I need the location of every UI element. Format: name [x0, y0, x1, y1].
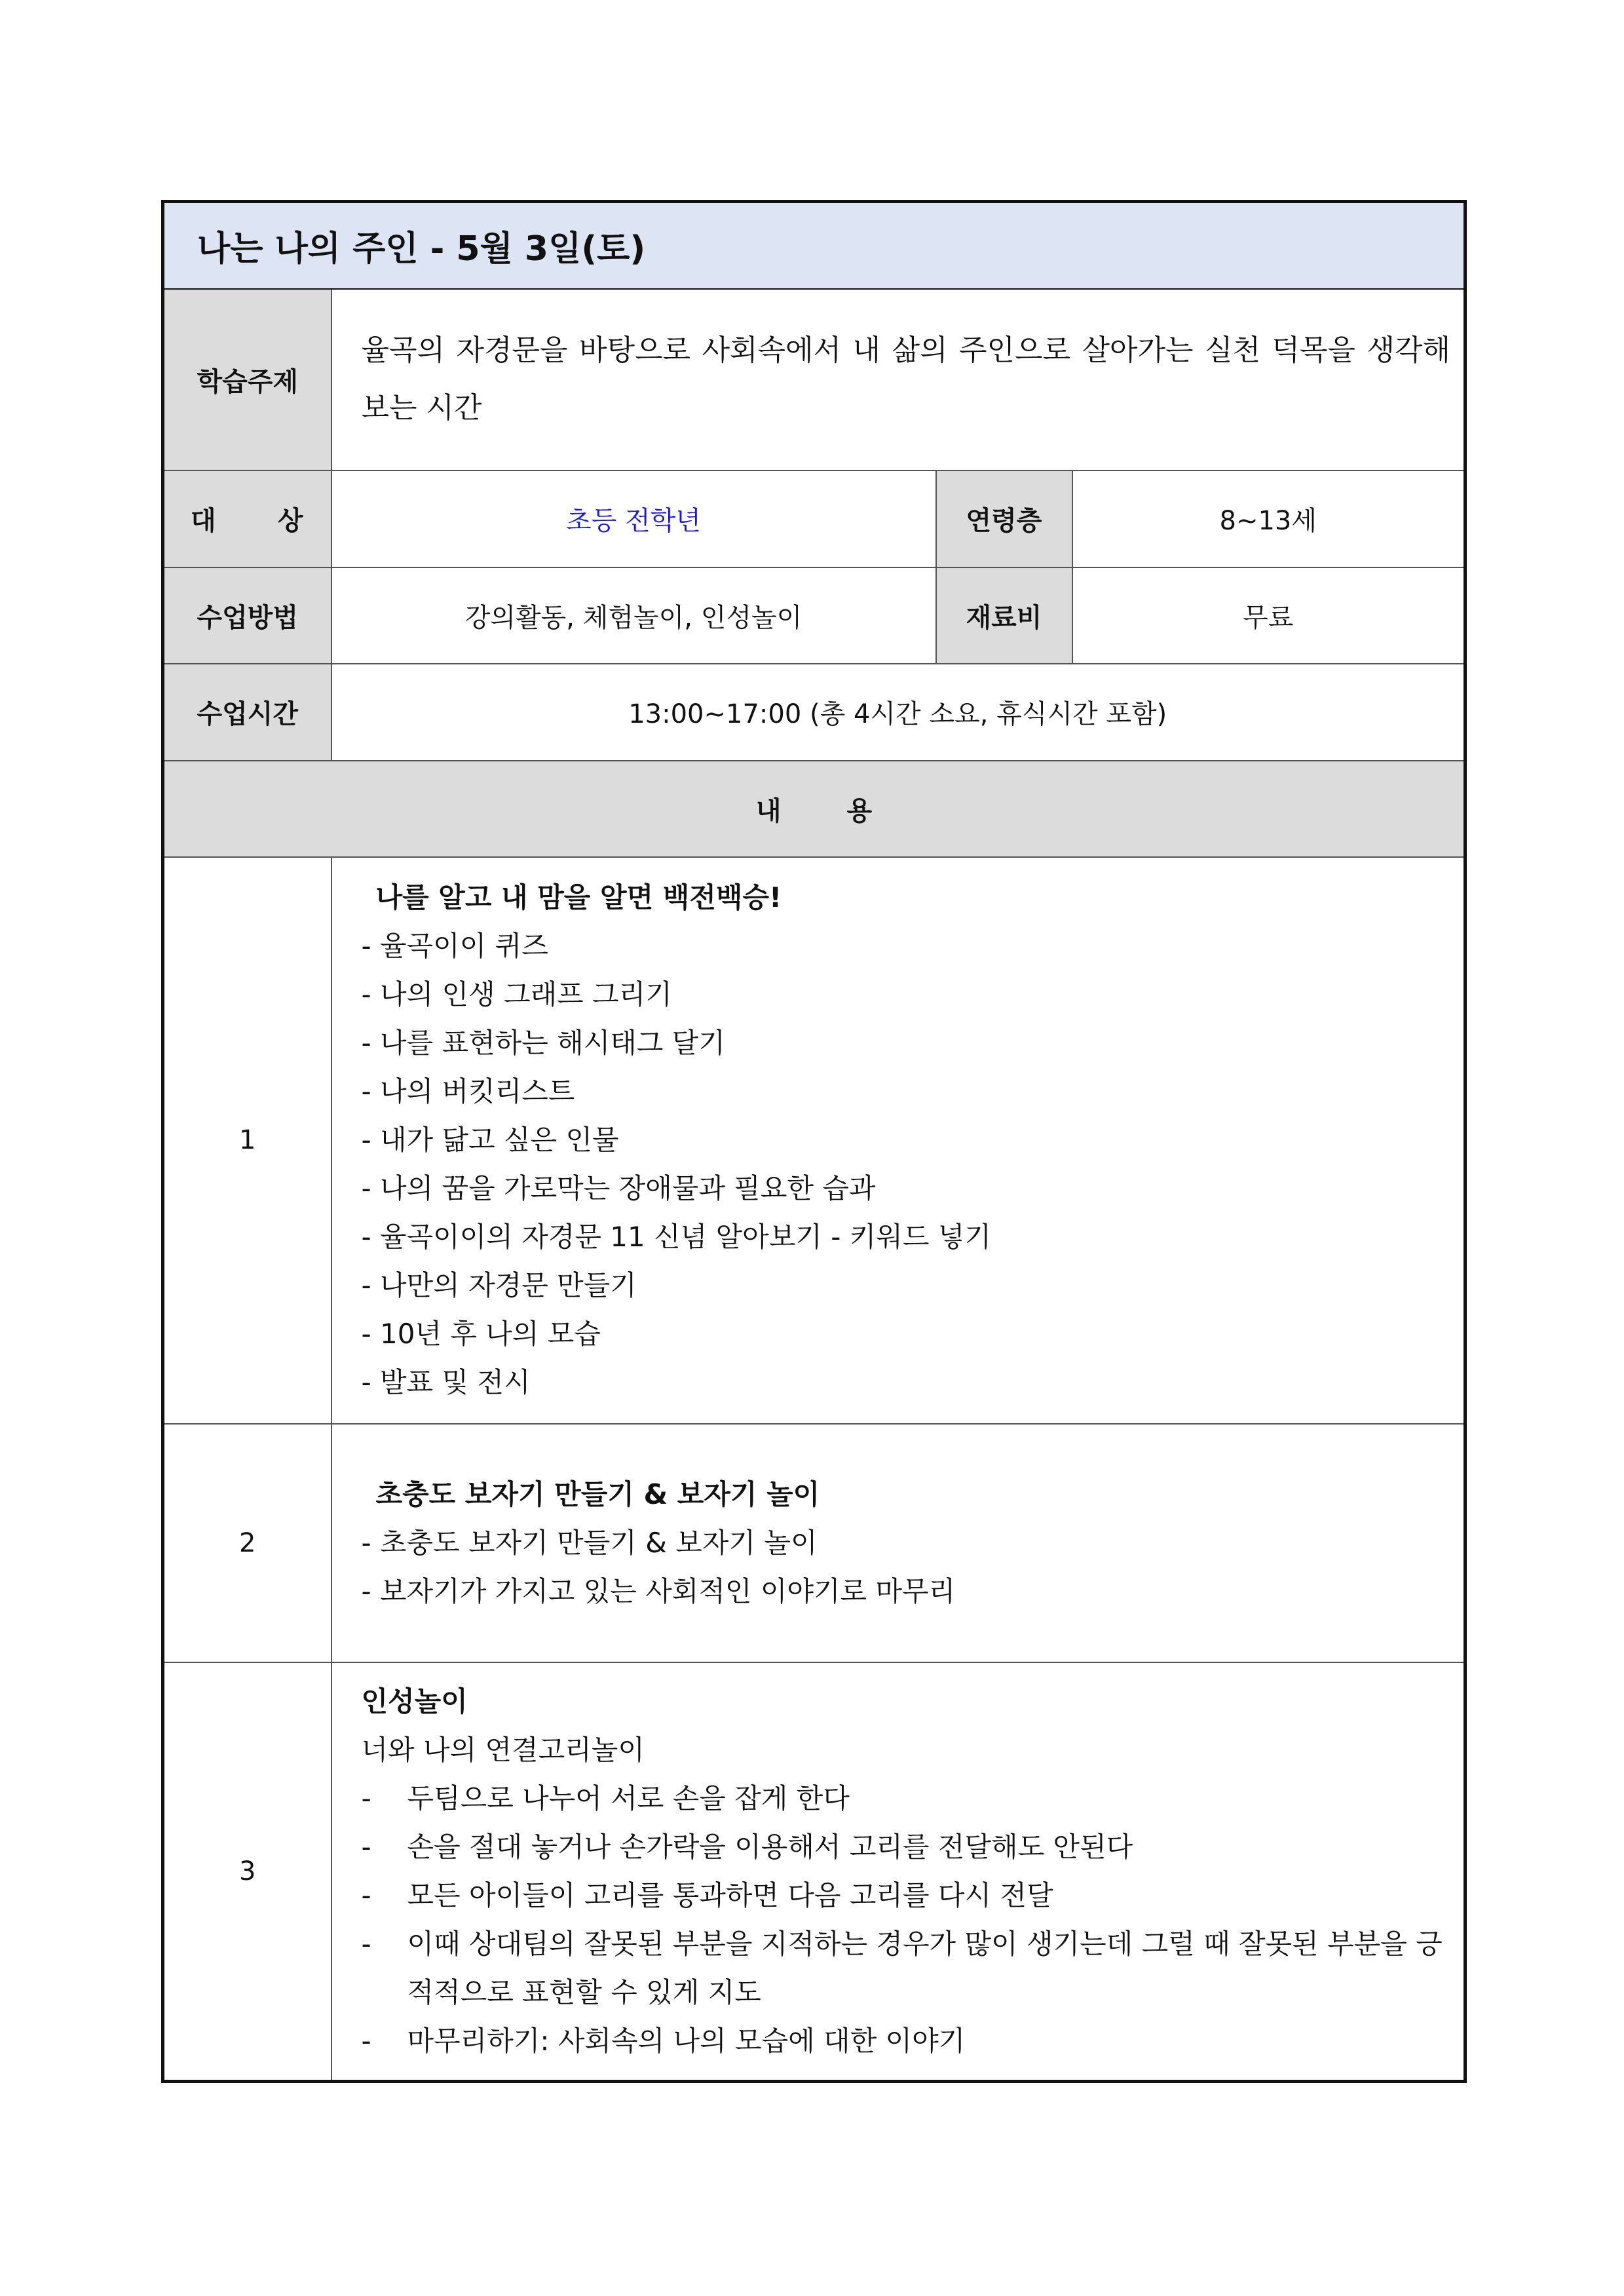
list-item-text: 두팀으로 나누어 서로 손을 잡게 한다	[407, 1782, 850, 1814]
time-row	[163, 664, 1465, 761]
list-item: - 10년 후 나의 모습	[361, 1318, 601, 1350]
time-label: 수업시간	[163, 664, 331, 761]
target-row	[163, 470, 1465, 567]
list-item: - 나의 꿈을 가로막는 장애물과 필요한 습과	[361, 1172, 876, 1204]
dash-bullet: -	[361, 1879, 371, 1911]
list-item: - 나의 인생 그래프 그리기	[361, 978, 672, 1010]
list-item: - 보자기가 가지고 있는 사회적인 이야기로 마무리	[361, 1575, 956, 1607]
list-item: - 초충도 보자기 만들기 & 보자기 놀이	[361, 1526, 818, 1559]
section-number: 1	[163, 857, 331, 1424]
list-item: - 율곡이이의 자경문 11 신념 알아보기 - 키워드 넣기	[361, 1221, 991, 1253]
list-item-text: 이때 상대팀의 잘못된 부분을 지적하는 경우가 많이 생기는데 그럴 때 잘못된 부분을 긍적적으로 표현할 수 있게 지도	[407, 1927, 1443, 2008]
list-item	[362, 1871, 1451, 1920]
section-row-3	[163, 1662, 1465, 2082]
target-label-char-1: 대	[191, 506, 216, 536]
section-heading: 인성놀이	[361, 1685, 468, 1717]
age-value: 8~13세	[1072, 470, 1465, 567]
fee-label: 재료비	[936, 567, 1072, 664]
list-item: - 율곡이이 퀴즈	[361, 930, 548, 962]
program-table	[161, 200, 1467, 2083]
topic-value: 율곡의 자경문을 바탕으로 사회속에서 내 삶의 주인으로 살아가는 실천 덕목을 생각해보는 시간	[331, 289, 1465, 470]
section-content	[331, 857, 1465, 1424]
list-item: - 나의 버킷리스트	[361, 1075, 575, 1107]
list-item	[362, 1920, 1451, 2017]
list-item	[362, 2017, 1451, 2065]
content-header-char-2: 용	[846, 795, 873, 826]
topic-label: 학습주제	[163, 289, 331, 470]
dash-bullet: -	[361, 1782, 371, 1814]
section-content	[331, 1424, 1465, 1662]
section-subheading: 너와 나의 연결고리놀이	[361, 1733, 645, 1766]
section-heading: 나를 알고 내 맘을 알면 백전백승!	[375, 881, 782, 913]
target-label-char-2: 상	[277, 506, 303, 536]
age-label: 연령층	[936, 470, 1072, 567]
section-content	[331, 1662, 1465, 2082]
method-row	[163, 567, 1465, 664]
topic-row	[163, 289, 1465, 470]
time-value: 13:00~17:00 (총 4시간 소요, 휴식시간 포함)	[331, 664, 1465, 761]
section-row-2	[163, 1424, 1465, 1662]
list-item: - 나만의 자경문 만들기	[361, 1269, 637, 1301]
list-item: - 나를 표현하는 해시태그 달기	[361, 1027, 725, 1059]
method-value: 강의활동, 체험놀이, 인성놀이	[331, 567, 936, 664]
list-item-text: 모든 아이들이 고리를 통과하면 다음 고리를 다시 전달	[407, 1879, 1053, 1911]
list-item	[362, 1774, 1451, 1823]
dash-bullet: -	[361, 1830, 371, 1863]
list-item: - 발표 및 전시	[361, 1366, 531, 1398]
target-label	[163, 470, 331, 567]
section-number: 3	[163, 1662, 331, 2082]
content-header-char-1: 내	[755, 795, 782, 826]
list-item-text: 마무리하기: 사회속의 나의 모습에 대한 이야기	[407, 2024, 966, 2057]
dash-bullet: -	[361, 2024, 371, 2057]
target-value: 초등 전학년	[331, 470, 936, 567]
list-item-text: 손을 절대 놓거나 손가락을 이용해서 고리를 전달해도 안된다	[407, 1830, 1133, 1863]
title-row	[163, 202, 1465, 289]
section-heading: 초충도 보자기 만들기 & 보자기 놀이	[375, 1478, 820, 1510]
page-title: 나는 나의 주인 - 5월 3일(토)	[163, 202, 1465, 289]
dash-bullet: -	[361, 1927, 371, 1960]
list-item	[362, 1823, 1451, 1871]
fee-value: 무료	[1072, 567, 1465, 664]
section-number: 2	[163, 1424, 331, 1662]
method-label: 수업방법	[163, 567, 331, 664]
content-header-row	[163, 761, 1465, 857]
content-header	[163, 761, 1465, 857]
list-item: - 내가 닮고 싶은 인물	[361, 1124, 619, 1156]
section-row-1	[163, 857, 1465, 1424]
